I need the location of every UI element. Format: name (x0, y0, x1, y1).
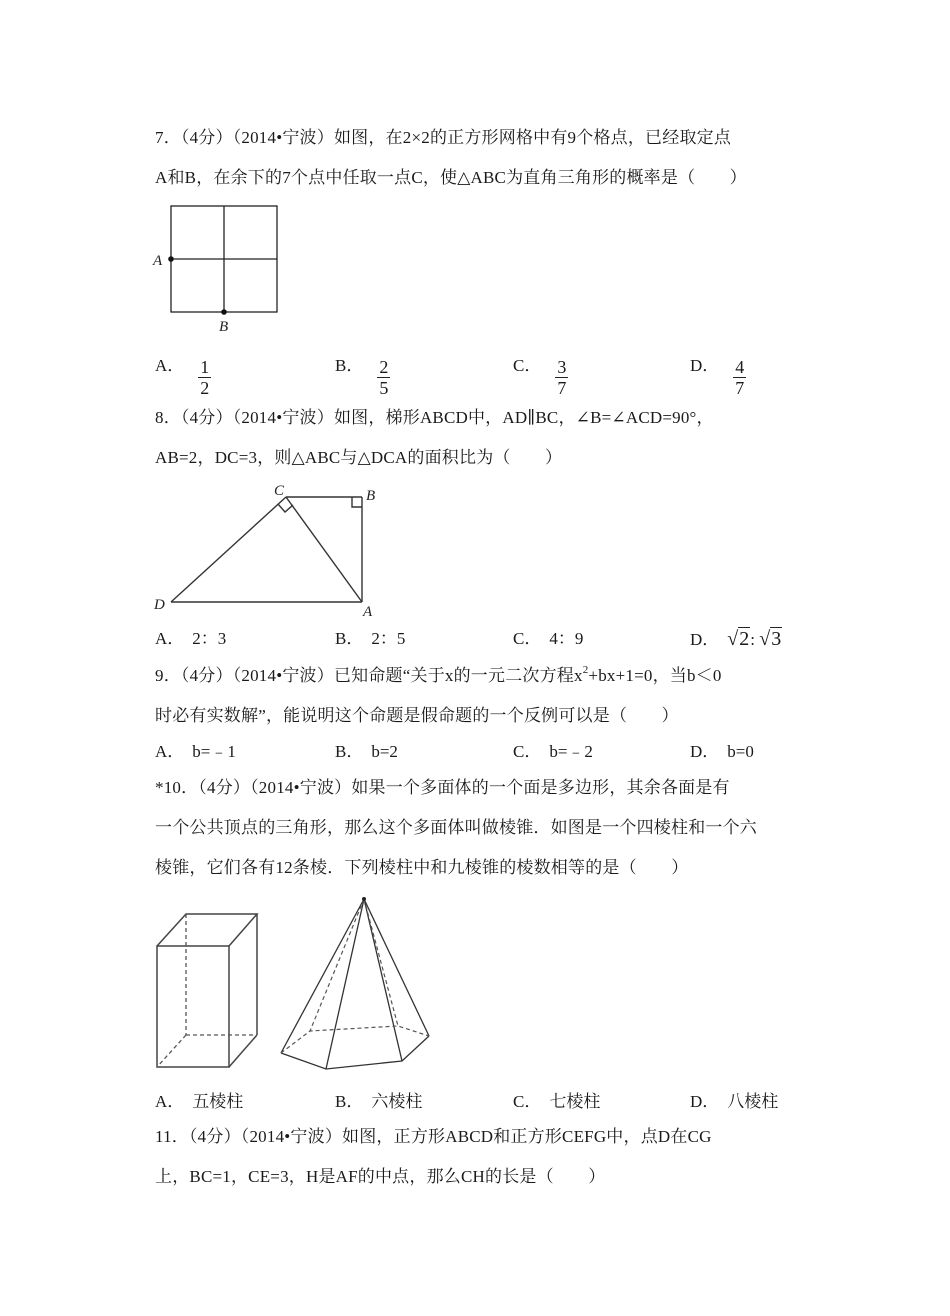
q8-label-d: D (154, 597, 165, 613)
q10-prism-figure (150, 890, 450, 1080)
q7-option-b[interactable]: B． $\frac{2}{5}$ (335, 356, 389, 398)
q7-option-a[interactable]: A． $\frac{1}{2}$ (155, 356, 210, 398)
q7-option-d[interactable]: D． $\frac{4}{7}$ (690, 356, 745, 398)
q10-option-a[interactable]: A． 五棱柱 (155, 1092, 244, 1111)
q10-line-3: 棱锥，它们各有12条棱．下列棱柱中和九棱锥的棱数相等的是（ ） (155, 858, 689, 877)
q7-option-c[interactable]: C． $\frac{3}{7}$ (513, 356, 567, 398)
sqrt-icon: √3 (759, 628, 782, 650)
q8-trapezoid-figure (150, 478, 400, 620)
q11-line-2: 上，BC=1，CE=3，H是AF的中点，那么CH的长是（ ） (155, 1167, 606, 1186)
q8-line-2: AB=2，DC=3，则△ABC与△DCA的面积比为（ ） (155, 448, 563, 467)
q9-option-c[interactable]: C． b=﹣2 (513, 742, 593, 761)
q10-line-2: 一个公共顶点的三角形，那么这个多面体叫做棱锥．如图是一个四棱柱和一个六 (155, 818, 757, 837)
q7-line-1: 7．（4分）（2014•宁波）如图，在2×2的正方形网格中有9个格点，已经取定点 (155, 128, 732, 147)
q8-option-b[interactable]: B． 2：5 (335, 629, 406, 648)
q9-option-d[interactable]: D． b=0 (690, 742, 754, 761)
q8-label-a: A (363, 604, 373, 620)
q11-line-1: 11．（4分）（2014•宁波）如图，正方形ABCD和正方形CEFG中，点D在CG (155, 1127, 712, 1146)
q10-option-b[interactable]: B． 六棱柱 (335, 1092, 423, 1111)
q8-label-b: B (366, 488, 376, 504)
q10-option-c[interactable]: C． 七棱柱 (513, 1092, 601, 1111)
q9-option-b[interactable]: B． b=2 (335, 742, 398, 761)
q8-option-d[interactable]: D． √2: √3 (690, 628, 782, 650)
q9-line-2: 时必有实数解”，能说明这个命题是假命题的一个反例可以是（ ） (155, 706, 679, 725)
q7-label-a: A (153, 253, 163, 269)
q8-option-c[interactable]: C． 4：9 (513, 629, 584, 648)
q7-line-2: A和B，在余下的7个点中任取一点C，使△ABC为直角三角形的概率是（ ） (155, 168, 747, 187)
sqrt-icon: √2 (727, 628, 750, 650)
q10-option-d[interactable]: D． 八棱柱 (690, 1092, 779, 1111)
q8-line-1: 8．（4分）（2014•宁波）如图，梯形ABCD中，AD∥BC，∠B=∠ACD=90°， (155, 408, 714, 427)
q8-label-c: C (274, 483, 285, 499)
q8-option-a[interactable]: A． 2：3 (155, 629, 227, 648)
q7-label-b: B (219, 319, 229, 335)
q10-line-1: *10．（4分）（2014•宁波）如果一个多面体的一个面是多边形，其余各面是有 (155, 778, 730, 797)
q9-line-1: 9．（4分）（2014•宁波）已知命题“关于x的一元二次方程$x^2+bx+1=0$，当b＜0 (155, 664, 722, 685)
q9-option-a[interactable]: A． b=﹣1 (155, 742, 236, 761)
q7-grid-figure (150, 200, 290, 340)
